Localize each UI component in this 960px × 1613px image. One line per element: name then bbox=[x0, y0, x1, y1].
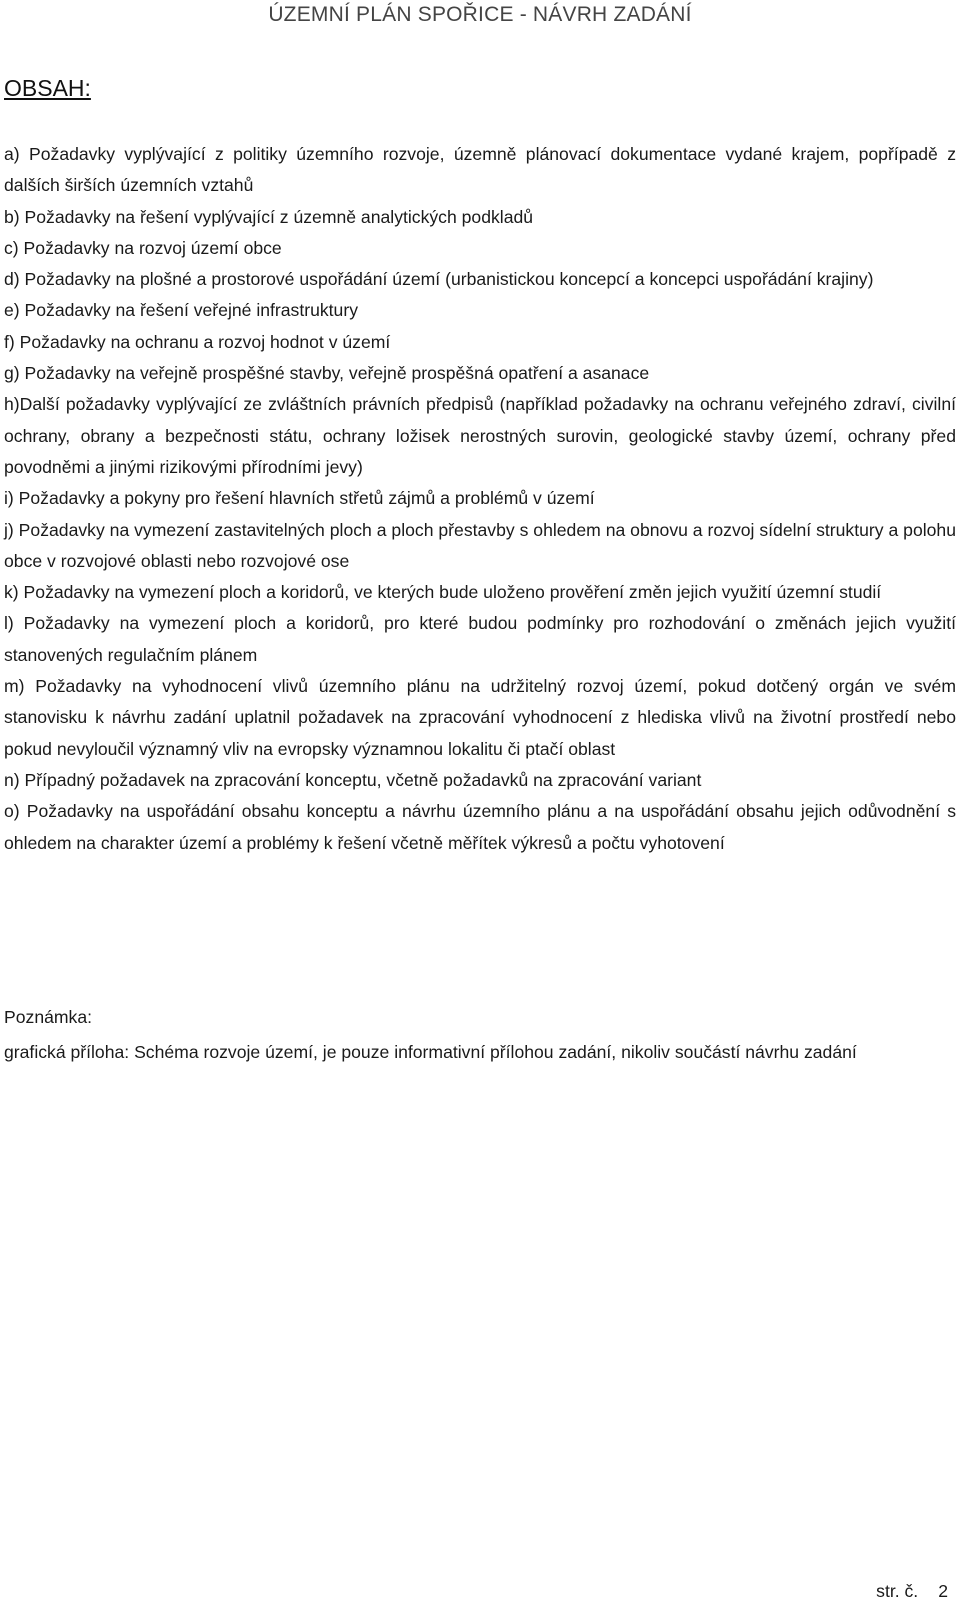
toc-item-j: j) Požadavky na vymezení zastavitelných ploch a ploch přestavby s ohledem na obnovu a rozvoj sídelní struktury a polohu obce v rozvojové oblasti nebo rozvojové ose bbox=[4, 519, 956, 571]
toc-item-n: n) Případný požadavek na zpracování konceptu, včetně požadavků na zpracování variant bbox=[4, 769, 702, 790]
toc-item-l: l) Požadavky na vymezení ploch a koridorů, pro které budou podmínky pro rozhodování o změnách jejich využití stanovených regulačním plánem bbox=[4, 613, 956, 665]
toc-item-g: g) Požadavky na veřejně prospěšné stavby, veřejně prospěšná opatření a asanace bbox=[4, 363, 650, 384]
toc-item-d: d) Požadavky na plošné a prostorové uspořádání území (urbanistickou koncepcí a koncepci uspořádání krajiny) bbox=[4, 269, 874, 290]
toc-item-h: h)Další požadavky vyplývající ze zvláštních právních předpisů (například požadavky na ochranu veřejného zdraví, civilní ochrany, obrany a bezpečnosti státu, ochrany ložisek nerostných surovin, geologické stavby území, ochrany před povodněmi a jinými rizikovými přírodními jevy) bbox=[4, 394, 956, 477]
toc-item-a: a) Požadavky vyplývající z politiky územního rozvoje, územně plánovací dokumentace vydané krajem, popřípadě z dalších širších územních vztahů bbox=[4, 144, 956, 196]
page-number: 2 bbox=[938, 1581, 948, 1601]
toc-item-e: e) Požadavky na řešení veřejné infrastruktury bbox=[4, 300, 358, 321]
toc-item-o: o) Požadavky na uspořádání obsahu konceptu a návrhu územního plánu a na uspořádání obsahu jejich odůvodnění s ohledem na charakter území a problémy k řešení včetně měřítek výkresů a počtu vyhotovení bbox=[4, 801, 956, 853]
page-footer bbox=[876, 1581, 948, 1602]
toc-item-c: c) Požadavky na rozvoj území obce bbox=[4, 237, 282, 258]
page-label: str. č. bbox=[876, 1581, 919, 1601]
contents-title: OBSAH: bbox=[4, 75, 91, 101]
toc-item-i: i) Požadavky a pokyny pro řešení hlavních střetů zájmů a problémů v území bbox=[4, 488, 595, 509]
toc-item-b: b) Požadavky na řešení vyplývající z územně analytických podkladů bbox=[4, 206, 534, 227]
document-header: ÚZEMNÍ PLÁN SPOŘICE - NÁVRH ZADÁNÍ bbox=[268, 3, 692, 26]
toc-item-m: m) Požadavky na vyhodnocení vlivů územního plánu na udržitelný rozvoj území, pokud dotčený orgán ve svém stanovisku k návrhu zadání uplatnil požadavek na zpracování vyhodnocení z hlediska vlivů na životní prostředí nebo pokud nevyloučil významný vliv na evropsky významnou lokalitu či ptačí oblast bbox=[4, 676, 956, 759]
note-text: grafická příloha: Schéma rozvoje území, je pouze informativní přílohou zadání, nikoliv součástí návrhu zadání bbox=[4, 1042, 857, 1062]
toc-item-f: f) Požadavky na ochranu a rozvoj hodnot v území bbox=[4, 331, 391, 352]
table-of-contents bbox=[4, 139, 956, 859]
toc-item-k: k) Požadavky na vymezení ploch a koridorů, ve kterých bude uloženo prověření změn jejich využití územní studií bbox=[4, 582, 882, 603]
note-label: Poznámka: bbox=[4, 1007, 93, 1027]
